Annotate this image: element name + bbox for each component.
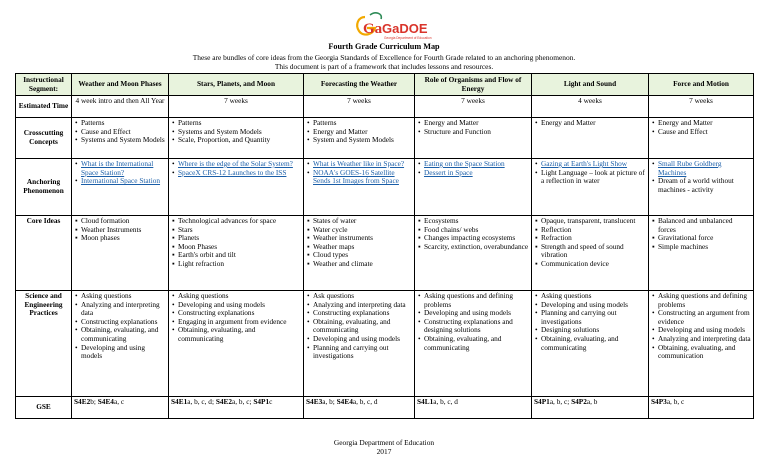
bullet-list — [417, 217, 529, 251]
gse-cell — [169, 397, 304, 419]
phenomenon-link[interactable]: NOAA's GOES-16 Satellite Sends 1st Images from Space — [313, 167, 399, 186]
list-item: • Systems and System Models — [81, 136, 166, 145]
phenomenon-link[interactable]: What is Weather like in Space? — [313, 159, 405, 168]
list-item: • Analyzing and interpreting data — [313, 301, 412, 310]
anchoring-cell — [72, 159, 169, 216]
list-item: ▪ Simple machines — [658, 243, 751, 252]
time-cell: 7 weeks — [169, 96, 304, 118]
list-item: • Scale, Proportion, and Quantity — [178, 136, 301, 145]
crosscutting-cell — [169, 118, 304, 159]
list-item — [81, 177, 166, 186]
crosscutting-cell — [304, 118, 415, 159]
list-item: • Energy and Matter — [541, 119, 646, 128]
core-ideas-cell — [72, 216, 169, 291]
bullet-list — [74, 217, 166, 243]
bullet-list — [74, 292, 166, 361]
phenomenon-link[interactable]: International Space Station — [81, 176, 161, 186]
phenomenon-link[interactable]: Gazing at Earth's Light Show — [541, 159, 628, 168]
list-item: • Designing solutions — [541, 326, 646, 335]
list-item: • Obtaining, evaluating, and communicating — [541, 335, 646, 352]
phenomenon-list — [417, 160, 529, 177]
list-item: ▪ Strength and speed of sound vibration — [541, 243, 646, 260]
list-item: ▪ Communication device — [541, 260, 646, 269]
core-ideas-cell — [415, 216, 532, 291]
gse-text: S4P1a, b, c; S4P2a, b — [534, 397, 598, 406]
phenomenon-list — [651, 160, 751, 194]
subtitle-line-2: This document is part of a framework that includes lessons and resources. — [274, 62, 494, 71]
list-item: ▪ Weather maps — [313, 243, 412, 252]
subtitle-line-1: These are bundles of core ideas from the Georgia Standards of Excellence for Fourth Grade related to an anchoring phenomenon. — [192, 53, 576, 62]
list-item: ▪ Cloud types — [313, 251, 412, 260]
list-item: • Systems and System Models — [178, 128, 301, 137]
phenomenon-text: Light Language – look at picture of a reflection in water — [541, 167, 645, 186]
list-item: • Engaging in argument from evidence — [178, 318, 301, 327]
list-item: ▪ Moon phases — [81, 234, 166, 243]
curriculum-table — [15, 73, 754, 419]
gse-text: S4E1a, b, c, d; S4E2a, b, c; S4P1c — [171, 397, 273, 406]
core-ideas-cell — [649, 216, 754, 291]
practices-cell — [72, 291, 169, 397]
time-cell: 7 weeks — [304, 96, 415, 118]
segment-header: Stars, Planets, and Moon — [169, 74, 304, 96]
list-item: ▪ Planets — [178, 234, 301, 243]
core-ideas-row — [16, 216, 754, 291]
list-item — [541, 169, 646, 186]
gse-cell — [304, 397, 415, 419]
list-item: ▪ States of water — [313, 217, 412, 226]
gse-row — [16, 397, 754, 419]
gse-cell — [532, 397, 649, 419]
list-item — [178, 169, 301, 178]
list-item: • Constructing explanations — [313, 309, 412, 318]
anchoring-cell — [169, 159, 304, 216]
bullet-list — [534, 217, 646, 269]
time-row — [16, 96, 754, 118]
list-item: ▪ Food chains/ webs — [424, 226, 529, 235]
practices-cell — [532, 291, 649, 397]
svg-text:Ga: Ga — [363, 21, 383, 37]
list-item: • Asking questions — [81, 292, 166, 301]
list-item: • Energy and Matter — [313, 128, 412, 137]
list-item: ▪ Stars — [178, 226, 301, 235]
row-label: Core Ideas — [16, 216, 72, 291]
phenomenon-link[interactable]: Where is the edge of the Solar System? — [178, 159, 293, 168]
list-item: ▪ Opaque, transparent, translucent — [541, 217, 646, 226]
list-item — [424, 169, 529, 178]
list-item: ▪ Technological advances for space — [178, 217, 301, 226]
time-cell: 4 weeks — [532, 96, 649, 118]
gse-text: S4E3a, b; S4E4a, b, c, d — [306, 397, 378, 406]
list-item: ▪ Scarcity, extinction, overabundance — [424, 243, 529, 252]
list-item: ▪ Water cycle — [313, 226, 412, 235]
list-item: • Asking questions and defining problems — [658, 292, 751, 309]
phenomenon-link[interactable]: SpaceX CRS-12 Launches to the ISS — [178, 167, 287, 177]
footer-org: Georgia Department of Education — [333, 438, 435, 447]
bullet-list — [534, 119, 646, 128]
segment-header-row — [16, 74, 754, 96]
bullet-list — [171, 292, 301, 344]
list-item: • Planning and carrying out investigations — [541, 309, 646, 326]
segment-header: Role of Organisms and Flow of Energy — [415, 74, 532, 96]
list-item: • Obtaining, evaluating, and communicating — [81, 326, 166, 343]
logo-text: GaDOE — [382, 21, 428, 36]
list-item: • Developing and using models — [658, 326, 751, 335]
list-item: • Developing and using models — [541, 301, 646, 310]
list-item: • Asking questions — [178, 292, 301, 301]
anchoring-cell — [532, 159, 649, 216]
crosscutting-cell — [532, 118, 649, 159]
phenomenon-list — [74, 160, 166, 186]
bullet-list — [651, 119, 751, 136]
list-item: • Constructing explanations and designing solutions — [424, 318, 529, 335]
list-item: ▪ Gravitational force — [658, 234, 751, 243]
crosscutting-row — [16, 118, 754, 159]
bullet-list — [306, 119, 412, 145]
list-item: ▪ Moon Phases — [178, 243, 301, 252]
list-item: • Ask questions — [313, 292, 412, 301]
row-label: Crosscutting Concepts — [16, 118, 72, 159]
segment-header: Light and Sound — [532, 74, 649, 96]
list-item: ▪ Weather instruments — [313, 234, 412, 243]
logo-tagline: Georgia Department of Education — [384, 36, 432, 40]
time-cell: 4 week intro and then All Year — [72, 96, 169, 118]
list-item: ▪ Balanced and unbalanced forces — [658, 217, 751, 234]
list-item: • Developing and using models — [81, 344, 166, 361]
list-item: ▪ Changes impacting ecosystems — [424, 234, 529, 243]
row-label: Anchoring Phenomenon — [16, 159, 72, 216]
gse-cell — [649, 397, 754, 419]
segment-corner-header: Instructional Segment: — [16, 74, 72, 96]
bullet-list — [306, 217, 412, 269]
list-item: • Energy and Matter — [424, 119, 529, 128]
segment-header: Forecasting the Weather — [304, 74, 415, 96]
list-item: • Cause and Effect — [81, 128, 166, 137]
bullet-list — [171, 217, 301, 269]
core-ideas-cell — [304, 216, 415, 291]
list-item — [658, 177, 751, 194]
list-item: • Obtaining, evaluating, and communicating — [178, 326, 301, 343]
practices-row — [16, 291, 754, 397]
bullet-list — [306, 292, 412, 361]
list-item: • Planning and carrying out investigations — [313, 344, 412, 361]
gse-cell — [415, 397, 532, 419]
bullet-list — [417, 292, 529, 352]
page-footer — [0, 438, 768, 456]
list-item: • Constructing explanations — [81, 318, 166, 327]
list-item: • Energy and Matter — [658, 119, 751, 128]
list-item: ▪ Reflection — [541, 226, 646, 235]
list-item: • Analyzing and interpreting data — [81, 301, 166, 318]
list-item: • Developing and using models — [424, 309, 529, 318]
segment-header: Weather and Moon Phases — [72, 74, 169, 96]
bullet-list — [534, 292, 646, 352]
anchoring-row — [16, 159, 754, 216]
list-item: ▪ Earth's orbit and tilt — [178, 251, 301, 260]
phenomenon-link[interactable]: What is the International Space Station? — [81, 159, 154, 177]
gse-text: S4L1a, b, c, d — [417, 397, 458, 406]
row-label: Estimated Time — [16, 96, 72, 118]
list-item: • Constructing explanations — [178, 309, 301, 318]
list-item: • Analyzing and interpreting data — [658, 335, 751, 344]
list-item: • Developing and using models — [178, 301, 301, 310]
crosscutting-cell — [649, 118, 754, 159]
list-item — [658, 160, 751, 177]
bullet-list — [171, 119, 301, 145]
page-title: Fourth Grade Curriculum Map — [328, 42, 440, 51]
list-item: • Patterns — [178, 119, 301, 128]
footer-year: 2017 — [376, 447, 392, 456]
phenomenon-list — [171, 160, 301, 177]
list-item: • Cause and Effect — [658, 128, 751, 137]
gse-cell — [72, 397, 169, 419]
list-item: ▪ Cloud formation — [81, 217, 166, 226]
bullet-list — [417, 119, 529, 136]
list-item: • Obtaining, evaluating, and communicating — [313, 318, 412, 335]
list-item: • Obtaining, evaluating, and communication — [658, 344, 751, 361]
bullet-list — [74, 119, 166, 145]
crosscutting-cell — [415, 118, 532, 159]
core-ideas-cell — [169, 216, 304, 291]
list-item: • Asking questions — [541, 292, 646, 301]
row-label: Science and Engineering Practices — [16, 291, 72, 397]
phenomenon-link[interactable]: Small Rube Goldberg Machines — [658, 159, 722, 177]
time-cell: 7 weeks — [415, 96, 532, 118]
list-item — [313, 169, 412, 186]
list-item: ▪ Weather and climate — [313, 260, 412, 269]
crosscutting-cell — [72, 118, 169, 159]
list-item: • Asking questions and defining problems — [424, 292, 529, 309]
list-item: ▪ Weather Instruments — [81, 226, 166, 235]
bullet-list — [651, 217, 751, 251]
list-item: • Patterns — [313, 119, 412, 128]
list-item: • Obtaining, evaluating, and communicating — [424, 335, 529, 352]
practices-cell — [649, 291, 754, 397]
row-label: GSE — [16, 397, 72, 419]
practices-cell — [169, 291, 304, 397]
list-item: • System and System Models — [313, 136, 412, 145]
list-item — [81, 160, 166, 177]
anchoring-cell — [304, 159, 415, 216]
phenomenon-text: Dream of a world without machines - activity — [658, 176, 734, 194]
core-ideas-cell — [532, 216, 649, 291]
list-item: • Developing and using models — [313, 335, 412, 344]
list-item: • Structure and Function — [424, 128, 529, 137]
phenomenon-list — [534, 160, 646, 186]
segment-header: Force and Motion — [649, 74, 754, 96]
time-cell: 7 weeks — [649, 96, 754, 118]
practices-cell — [415, 291, 532, 397]
list-item: ▪ Refraction — [541, 234, 646, 243]
anchoring-cell — [415, 159, 532, 216]
practices-cell — [304, 291, 415, 397]
list-item: ▪ Light refraction — [178, 260, 301, 269]
phenomenon-link[interactable]: Dessert in Space — [424, 167, 473, 177]
gadoe-logo — [353, 11, 432, 41]
phenomenon-list — [306, 160, 412, 186]
list-item: • Patterns — [81, 119, 166, 128]
page-subtitle — [0, 53, 768, 71]
gse-text: S4E2b; S4E4a, c — [74, 397, 125, 406]
list-item: • Constructing an argument from evidence — [658, 309, 751, 326]
phenomenon-link[interactable]: Eating on the Space Station — [424, 159, 505, 168]
gse-text: S4P3a, b, c — [651, 397, 685, 406]
anchoring-cell — [649, 159, 754, 216]
list-item: ▪ Ecosystems — [424, 217, 529, 226]
bullet-list — [651, 292, 751, 361]
